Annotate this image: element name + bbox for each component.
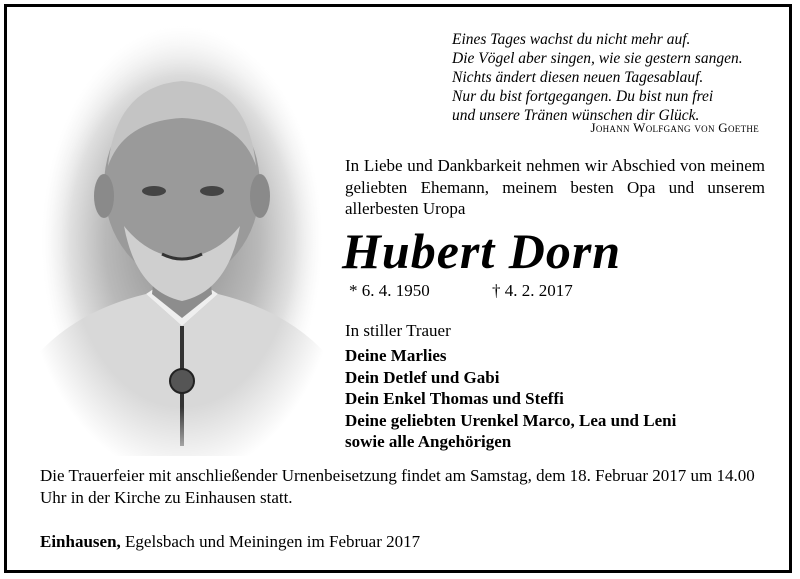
family-member: Deine geliebten Urenkel Marco, Lea und Leni	[345, 410, 677, 430]
place-rest: Egelsbach und Meiningen im Februar 2017	[120, 532, 421, 551]
family-list	[345, 345, 676, 453]
ceremony-info: Die Trauerfeier mit anschließender Urnenbeisetzung findet am Samstag, dem 18. Februar 2017 um 14.00 Uhr in der Kirche zu Einhausen statt.	[40, 466, 755, 507]
goethe-poem	[452, 30, 772, 125]
mourning-label: In stiller Trauer	[345, 321, 451, 340]
place-date-line	[40, 532, 420, 552]
intro-text: In Liebe und Dankbarkeit nehmen wir Abschied von meinem geliebten Ehemann, meinem besten Opa und unserem allerbesten Uropa	[345, 156, 765, 218]
family-member: Dein Enkel Thomas und Steffi	[345, 389, 564, 408]
family-member: Deine Marlies	[345, 346, 447, 365]
deceased-name: Hubert Dorn	[342, 223, 622, 279]
poem-line: Nur du bist fortgegangen. Du bist nun frei	[452, 88, 714, 105]
portrait-illustration	[36, 26, 328, 456]
family-member: sowie alle Angehörigen	[345, 432, 512, 451]
poem-line: Die Vögel aber singen, wie sie gestern sangen.	[452, 50, 743, 67]
place-bold: Einhausen,	[40, 532, 121, 551]
poem-line: Nichts ändert diesen neuen Tagesablauf.	[452, 69, 704, 86]
poem-line: Eines Tages wachst du nicht mehr auf.	[452, 31, 691, 48]
death-date: † 4. 2. 2017	[492, 281, 573, 300]
portrait-photo	[36, 26, 328, 456]
poem-author: Johann Wolfgang von Goethe	[590, 120, 759, 135]
birth-date: * 6. 4. 1950	[349, 281, 430, 300]
poem-line: und unsere Tränen wünschen dir Glück.	[452, 107, 700, 124]
family-member: Dein Detlef und Gabi	[345, 367, 500, 387]
